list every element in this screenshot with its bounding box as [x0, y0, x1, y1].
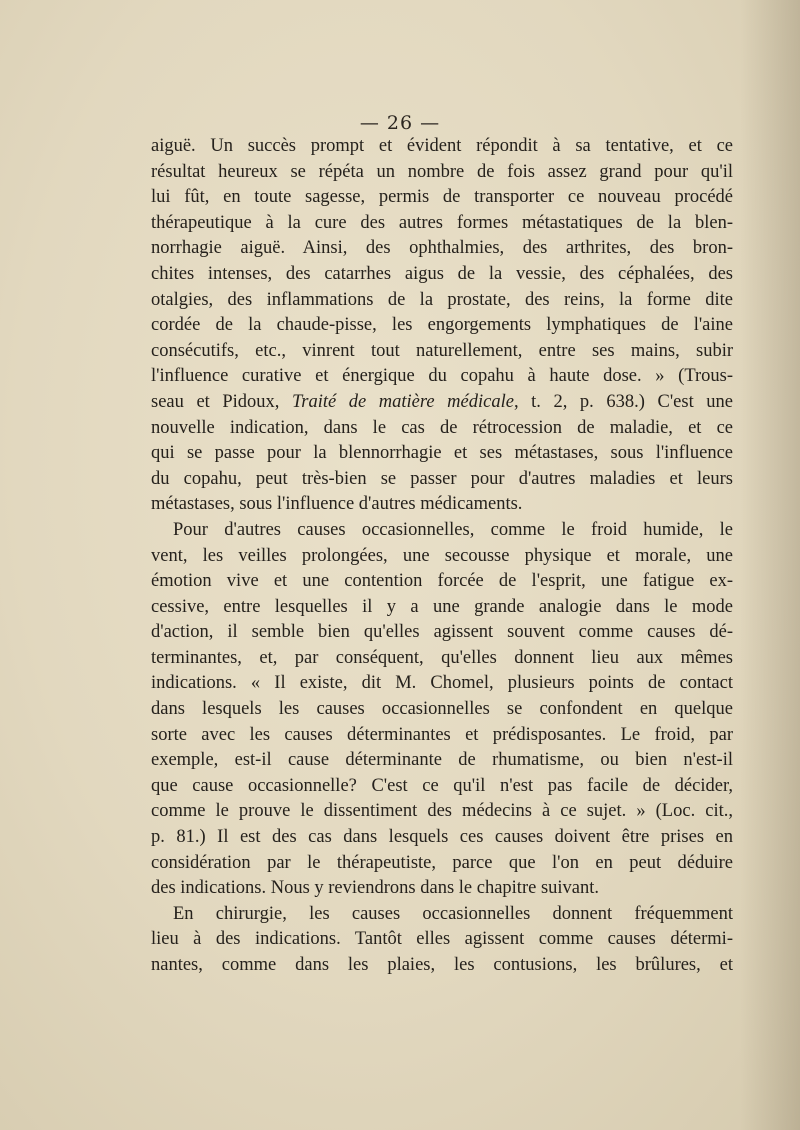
text-line: l'influence curative et énergique du copahu à haute dose. » (Trous-: [151, 366, 733, 387]
body-text: [151, 134, 733, 979]
text-line: sorte avec les causes déterminantes et prédisposantes. Le froid, par: [151, 724, 733, 745]
text-line: p. 81.) Il est des cas dans lesquels ces causes doivent être prises en: [151, 827, 733, 848]
citation-line: [151, 390, 733, 416]
text-line: du copahu, peut très-bien se passer pour d'autres maladies et leurs: [151, 468, 733, 489]
citation-reference: , t. 2, p. 638.) C'est une: [513, 391, 733, 412]
text-line: cordée de la chaude-pisse, les engorgements lymphatiques de l'aine: [151, 315, 733, 336]
text-line: métastases, sous l'influence d'autres médicaments.: [151, 494, 523, 515]
text-line: norrhagie aiguë. Ainsi, des ophthalmies, des arthrites, des bron-: [151, 238, 733, 259]
page-number: — 26 —: [359, 112, 441, 134]
text-line: consécutifs, etc., vinrent tout naturellement, entre ses mains, subir: [151, 340, 733, 361]
text-line: lieu à des indications. Tantôt elles agissent comme causes détermi-: [151, 929, 733, 950]
text-line: résultat heureux se répéta un nombre de fois assez grand pour qu'il: [151, 161, 733, 182]
text-line: des indications. Nous y reviendrons dans le chapitre suivant.: [151, 878, 600, 899]
citation-authors: seau et Pidoux,: [151, 391, 292, 412]
text-line: Pour d'autres causes occasionnelles, comme le froid humide, le: [173, 519, 733, 540]
text-line: nantes, comme dans les plaies, les contusions, les brûlures, et: [151, 955, 733, 975]
text-line: otalgies, des inflammations de la prostate, des reins, la forme dite: [151, 289, 733, 310]
text-line: indications. « Il existe, dit M. Chomel, plusieurs points de contact: [151, 673, 733, 694]
page-edge-shadow: [740, 0, 800, 1130]
text-line: vent, les veilles prolongées, une secousse physique et morale, une: [151, 545, 733, 566]
text-line: thérapeutique à la cure des autres formes métastatiques de la blen-: [151, 212, 733, 233]
text-line: comme le prouve le dissentiment des médecins à ce sujet. » (Loc. cit.,: [151, 801, 733, 822]
text-line: exemple, est-il cause déterminante de rhumatisme, ou bien n'est-il: [151, 750, 733, 771]
text-line: considération par le thérapeutiste, parce que l'on en peut déduire: [151, 852, 733, 873]
text-line: qui se passe pour la blennorrhagie et ses métastases, sous l'influence: [151, 443, 733, 464]
text-line: d'action, il semble bien qu'elles agissent souvent comme causes dé-: [151, 622, 733, 643]
text-line: nouvelle indication, dans le cas de rétrocession de maladie, et ce: [151, 417, 733, 438]
text-line: que cause occasionnelle? C'est ce qu'il n'est pas facile de décider,: [151, 775, 733, 796]
citation-title: Traité de matière médicale: [291, 391, 514, 412]
text-line: aiguë. Un succès prompt et évident répondit à sa tentative, et ce: [151, 136, 733, 156]
text-line: lui fût, en toute sagesse, permis de transporter ce nouveau procédé: [151, 187, 733, 208]
text-line: En chirurgie, les causes occasionnelles donnent fréquemment: [173, 903, 733, 924]
text-line: émotion vive et une contention forcée de l'esprit, une fatigue ex-: [151, 571, 733, 592]
text-line: chites intenses, des catarrhes aigus de la vessie, des céphalées, des: [151, 263, 733, 284]
text-line: terminantes, et, par conséquent, qu'elles donnent lieu aux mêmes: [151, 647, 733, 668]
text-line: dans lesquels les causes occasionnelles se confondent en quelque: [151, 699, 733, 720]
text-line: cessive, entre lesquelles il y a une grande analogie dans le mode: [151, 596, 733, 617]
